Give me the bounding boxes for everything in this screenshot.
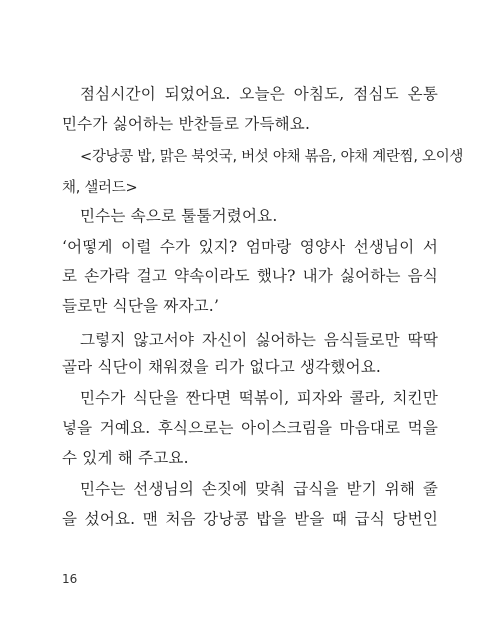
text-line: 점심시간이 되었어요. 오늘은 아침도, 점심도 온통 <box>80 85 438 103</box>
text-line: 그렇지 않고서야 자신이 싫어하는 음식들로만 딱딱 <box>80 331 438 349</box>
menu-line: 채, 샐러드> <box>62 180 138 196</box>
text-line: ‘어떻게 이럴 수가 있지? 엄마랑 영양사 선생님이 서 <box>62 238 438 256</box>
text-line: 민수는 속으로 툴툴거렸어요. <box>80 207 278 225</box>
text-line: 을 섰어요. 맨 처음 강낭콩 밥을 받을 때 급식 당번인 <box>62 510 438 528</box>
text-line: 들로만 식단을 짜자고.’ <box>62 297 220 315</box>
text-line: 민수가 싫어하는 반찬들로 가득해요. <box>62 115 311 133</box>
text-line: 민수는 선생님의 손짓에 맞춰 급식을 받기 위해 줄 <box>80 480 438 498</box>
text-line: 민수가 식단을 짠다면 떡볶이, 피자와 콜라, 치킨만 <box>80 389 438 407</box>
menu-line: <강낭콩 밥, 맑은 북엇국, 버섯 야채 볶음, 야채 계란찜, 오이생 <box>80 149 464 165</box>
text-line: 골라 식단이 채워졌을 리가 없다고 생각했어요. <box>62 358 382 376</box>
page-number: 16 <box>62 572 78 586</box>
text-line: 넣을 거예요. 후식으로는 아이스크림을 마음대로 먹을 <box>62 419 438 437</box>
text-line: 수 있게 해 주고요. <box>62 449 189 467</box>
text-line: 로 손가락 걸고 약속이라도 했나? 내가 싫어하는 음식 <box>62 267 438 285</box>
